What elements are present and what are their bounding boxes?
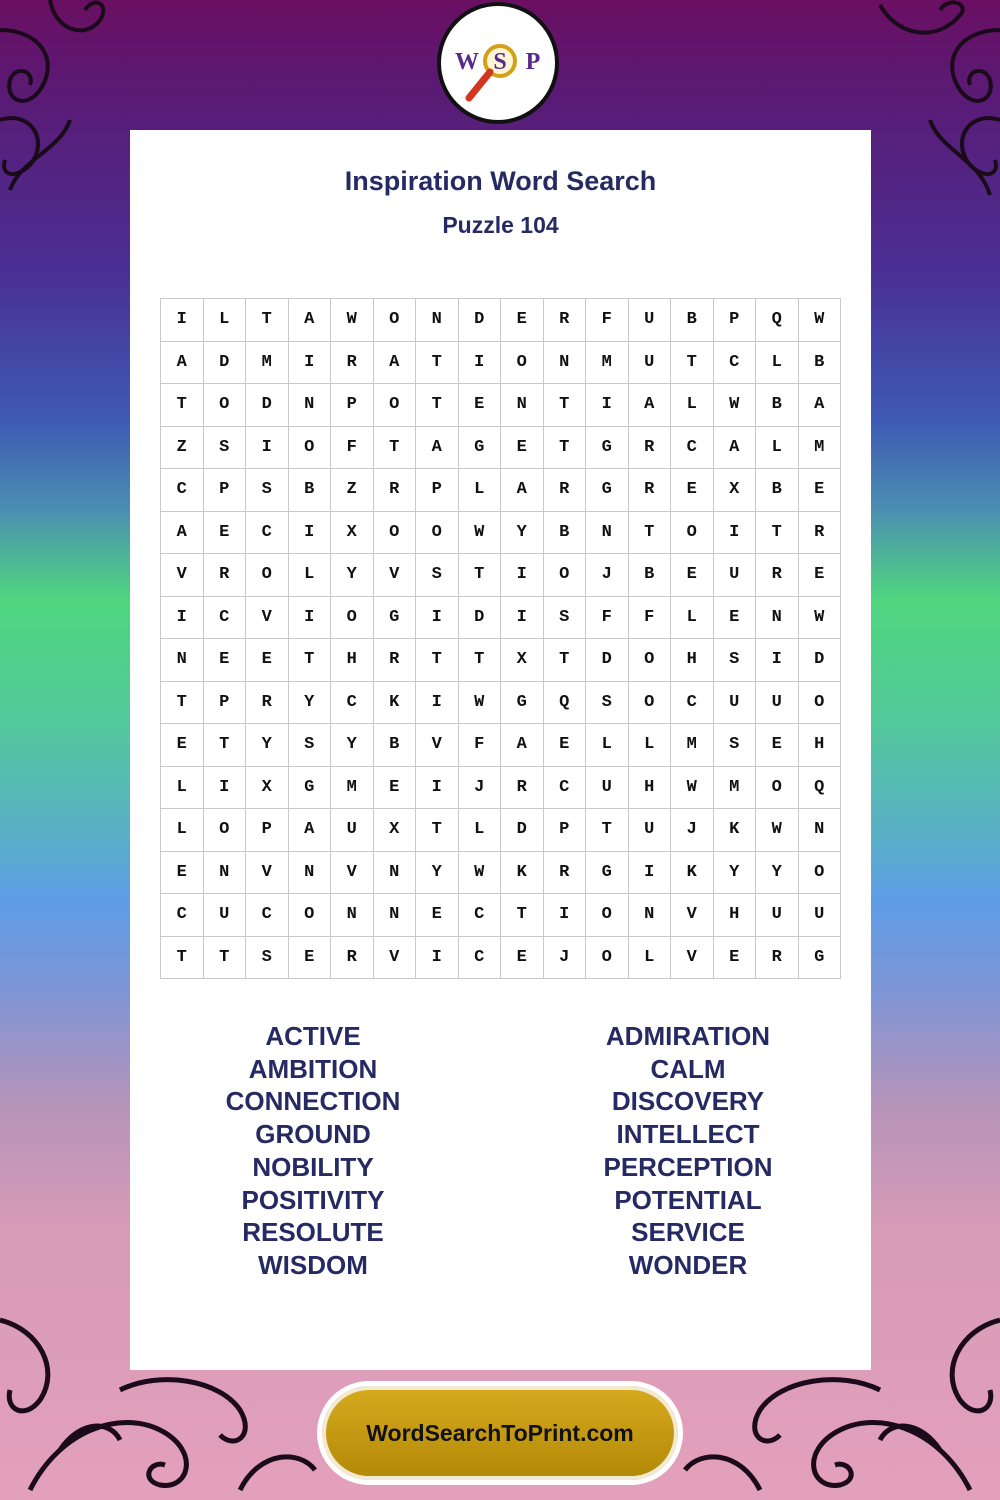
word-list-item: PERCEPTION xyxy=(603,1151,773,1182)
grid-cell[interactable]: T xyxy=(459,554,502,597)
grid-cell[interactable]: E xyxy=(501,427,544,470)
grid-cell[interactable]: V xyxy=(374,937,417,980)
grid-cell[interactable]: E xyxy=(671,469,714,512)
grid-cell[interactable]: Z xyxy=(331,469,374,512)
grid-cell[interactable]: C xyxy=(246,512,289,555)
grid-cell[interactable]: Y xyxy=(756,852,799,895)
grid-cell[interactable]: T xyxy=(161,682,204,725)
corner-ornament-top-left xyxy=(0,0,150,200)
grid-cell[interactable]: R xyxy=(756,554,799,597)
grid-cell[interactable]: A xyxy=(161,342,204,385)
grid-cell[interactable]: T xyxy=(671,342,714,385)
puzzle-number: Puzzle 104 xyxy=(442,212,559,238)
grid-cell[interactable]: L xyxy=(629,937,672,980)
grid-cell[interactable]: S xyxy=(544,597,587,640)
grid-cell[interactable]: Q xyxy=(544,682,587,725)
grid-cell[interactable]: B xyxy=(544,512,587,555)
word-list-item: ADMIRATION xyxy=(605,1021,771,1051)
grid-cell[interactable]: O xyxy=(374,384,417,427)
grid-cell[interactable]: Y xyxy=(331,554,374,597)
grid-cell[interactable]: O xyxy=(246,554,289,597)
word-list-item: DISCOVERY xyxy=(611,1086,765,1117)
grid-cell[interactable]: C xyxy=(161,894,204,937)
grid-cell[interactable]: T xyxy=(416,639,459,682)
grid-cell[interactable]: R xyxy=(629,427,672,470)
grid-cell[interactable]: C xyxy=(671,427,714,470)
grid-cell[interactable]: E xyxy=(204,512,247,555)
grid-cell[interactable]: A xyxy=(289,299,332,342)
grid-cell[interactable]: V xyxy=(374,554,417,597)
grid-cell[interactable]: M xyxy=(586,342,629,385)
grid-cell[interactable]: T xyxy=(586,809,629,852)
grid-cell[interactable]: F xyxy=(629,597,672,640)
grid-cell[interactable]: I xyxy=(459,342,502,385)
grid-cell[interactable]: A xyxy=(501,469,544,512)
grid-cell[interactable]: L xyxy=(586,724,629,767)
grid-cell[interactable]: L xyxy=(289,554,332,597)
grid-cell[interactable]: X xyxy=(331,512,374,555)
grid-cell[interactable]: T xyxy=(459,639,502,682)
grid-cell[interactable]: R xyxy=(246,682,289,725)
grid-cell[interactable]: E xyxy=(799,554,842,597)
grid-cell[interactable]: A xyxy=(161,512,204,555)
grid-cell[interactable]: J xyxy=(586,554,629,597)
grid-cell[interactable]: T xyxy=(204,937,247,980)
grid-cell[interactable]: K xyxy=(714,809,757,852)
grid-cell[interactable]: L xyxy=(756,427,799,470)
grid-cell[interactable]: J xyxy=(671,809,714,852)
grid-cell[interactable]: M xyxy=(331,767,374,810)
grid-cell[interactable]: T xyxy=(544,639,587,682)
grid-cell[interactable]: T xyxy=(756,512,799,555)
word-list-item: POTENTIAL xyxy=(614,1184,762,1215)
grid-cell[interactable]: P xyxy=(331,384,374,427)
grid-cell[interactable]: E xyxy=(374,767,417,810)
grid-cell[interactable]: Z xyxy=(161,427,204,470)
grid-cell[interactable]: A xyxy=(799,384,842,427)
grid-cell[interactable]: R xyxy=(756,937,799,980)
grid-cell[interactable]: D xyxy=(799,639,842,682)
grid-cell[interactable]: Y xyxy=(246,724,289,767)
grid-cell[interactable]: M xyxy=(671,724,714,767)
grid-cell[interactable]: O xyxy=(416,512,459,555)
grid-cell[interactable]: N xyxy=(331,894,374,937)
grid-cell[interactable]: V xyxy=(416,724,459,767)
grid-cell[interactable]: E xyxy=(799,469,842,512)
grid-cell[interactable]: P xyxy=(204,469,247,512)
logo-letter-s: S xyxy=(493,49,507,75)
grid-cell[interactable]: O xyxy=(289,427,332,470)
grid-cell[interactable]: F xyxy=(459,724,502,767)
word-list-item: NOBILITY xyxy=(252,1151,374,1182)
grid-cell[interactable]: U xyxy=(204,894,247,937)
word-list-item: CONNECTION xyxy=(225,1086,401,1117)
word-list-item: INTELLECT xyxy=(616,1119,760,1150)
grid-cell[interactable]: L xyxy=(671,384,714,427)
grid-cell[interactable]: E xyxy=(161,724,204,767)
grid-cell[interactable]: N xyxy=(204,852,247,895)
grid-cell[interactable]: X xyxy=(714,469,757,512)
grid-cell[interactable]: R xyxy=(799,512,842,555)
grid-cell[interactable]: C xyxy=(459,937,502,980)
grid-cell[interactable]: I xyxy=(289,342,332,385)
grid-cell[interactable]: F xyxy=(586,299,629,342)
grid-cell[interactable]: L xyxy=(756,342,799,385)
grid-cell[interactable]: R xyxy=(204,554,247,597)
grid-cell[interactable]: W xyxy=(756,809,799,852)
grid-cell[interactable]: O xyxy=(331,597,374,640)
grid-cell[interactable]: J xyxy=(544,937,587,980)
grid-cell[interactable]: S xyxy=(246,937,289,980)
grid-cell[interactable]: A xyxy=(501,724,544,767)
grid-cell[interactable]: V xyxy=(161,554,204,597)
grid-cell[interactable]: N xyxy=(374,852,417,895)
word-list-left xyxy=(163,1020,463,1282)
grid-cell[interactable]: P xyxy=(246,809,289,852)
grid-cell[interactable]: X xyxy=(501,639,544,682)
grid-cell[interactable]: E xyxy=(161,852,204,895)
grid-cell[interactable]: W xyxy=(671,767,714,810)
grid-cell[interactable]: T xyxy=(161,384,204,427)
grid-cell[interactable]: I xyxy=(714,512,757,555)
grid-cell[interactable]: P xyxy=(714,299,757,342)
grid-cell[interactable]: U xyxy=(629,299,672,342)
grid-cell[interactable]: W xyxy=(459,852,502,895)
grid-cell[interactable]: N xyxy=(799,809,842,852)
grid-cell[interactable]: U xyxy=(629,809,672,852)
grid-cell[interactable]: R xyxy=(501,767,544,810)
grid-cell[interactable]: I xyxy=(416,597,459,640)
grid-cell[interactable]: S xyxy=(289,724,332,767)
grid-cell[interactable]: C xyxy=(459,894,502,937)
grid-cell[interactable]: R xyxy=(374,639,417,682)
grid-cell[interactable]: U xyxy=(756,682,799,725)
grid-cell[interactable]: C xyxy=(204,597,247,640)
grid-cell[interactable]: C xyxy=(331,682,374,725)
grid-cell[interactable]: I xyxy=(289,512,332,555)
grid-cell[interactable]: N xyxy=(629,894,672,937)
grid-cell[interactable]: C xyxy=(714,342,757,385)
grid-cell[interactable]: H xyxy=(629,767,672,810)
grid-cell[interactable]: S xyxy=(246,469,289,512)
grid-cell[interactable]: G xyxy=(459,427,502,470)
grid-cell[interactable]: T xyxy=(544,384,587,427)
grid-cell[interactable]: T xyxy=(289,639,332,682)
grid-cell[interactable]: L xyxy=(204,299,247,342)
grid-cell[interactable]: R xyxy=(374,469,417,512)
site-logo[interactable] xyxy=(437,2,559,124)
grid-cell[interactable]: R xyxy=(544,299,587,342)
grid-cell[interactable]: T xyxy=(416,342,459,385)
grid-cell[interactable]: O xyxy=(544,554,587,597)
grid-cell[interactable]: Y xyxy=(714,852,757,895)
grid-cell[interactable]: S xyxy=(416,554,459,597)
grid-cell[interactable]: L xyxy=(629,724,672,767)
grid-cell[interactable]: Q xyxy=(756,299,799,342)
grid-cell[interactable]: O xyxy=(501,342,544,385)
grid-cell[interactable]: L xyxy=(161,767,204,810)
grid-cell[interactable]: U xyxy=(799,894,842,937)
grid-cell[interactable]: O xyxy=(289,894,332,937)
grid-cell[interactable]: O xyxy=(204,809,247,852)
grid-cell[interactable]: K xyxy=(671,852,714,895)
grid-cell[interactable]: N xyxy=(374,894,417,937)
grid-cell[interactable]: T xyxy=(501,894,544,937)
page-title: Inspiration Word Search xyxy=(344,166,657,196)
word-list-item: WONDER xyxy=(628,1249,748,1280)
grid-cell[interactable]: O xyxy=(629,682,672,725)
grid-cell[interactable]: I xyxy=(629,852,672,895)
grid-cell[interactable]: L xyxy=(161,809,204,852)
grid-cell[interactable]: H xyxy=(331,639,374,682)
grid-cell[interactable]: M xyxy=(799,427,842,470)
grid-cell[interactable]: D xyxy=(246,384,289,427)
grid-cell[interactable]: F xyxy=(331,427,374,470)
grid-cell[interactable]: Y xyxy=(289,682,332,725)
word-list-item: CALM xyxy=(650,1053,726,1084)
grid-cell[interactable]: F xyxy=(586,597,629,640)
grid-cell[interactable]: Q xyxy=(799,767,842,810)
grid-cell[interactable]: M xyxy=(246,342,289,385)
grid-cell[interactable]: O xyxy=(799,852,842,895)
grid-cell[interactable]: B xyxy=(374,724,417,767)
grid-cell[interactable]: D xyxy=(204,342,247,385)
grid-cell[interactable]: S xyxy=(714,639,757,682)
grid-cell[interactable]: E xyxy=(416,894,459,937)
grid-cell[interactable]: C xyxy=(161,469,204,512)
word-list-item: SERVICE xyxy=(631,1217,745,1248)
grid-cell[interactable]: T xyxy=(544,427,587,470)
grid-cell[interactable]: I xyxy=(501,554,544,597)
grid-cell[interactable]: O xyxy=(374,512,417,555)
grid-cell[interactable]: H xyxy=(671,639,714,682)
grid-cell[interactable]: N xyxy=(501,384,544,427)
word-list-item: RESOLUTE xyxy=(242,1217,384,1248)
grid-cell[interactable]: D xyxy=(459,299,502,342)
grid-cell[interactable]: V xyxy=(331,852,374,895)
grid-cell[interactable]: C xyxy=(671,682,714,725)
grid-cell[interactable]: U xyxy=(629,342,672,385)
grid-cell[interactable]: W xyxy=(459,512,502,555)
grid-cell[interactable]: W xyxy=(331,299,374,342)
grid-cell[interactable]: I xyxy=(289,597,332,640)
grid-cell[interactable]: T xyxy=(629,512,672,555)
grid-cell[interactable]: U xyxy=(714,554,757,597)
grid-cell[interactable]: I xyxy=(204,767,247,810)
grid-cell[interactable]: C xyxy=(246,894,289,937)
grid-cell[interactable]: H xyxy=(799,724,842,767)
grid-cell[interactable]: T xyxy=(416,809,459,852)
grid-cell[interactable]: S xyxy=(714,724,757,767)
grid-cell[interactable]: B xyxy=(799,342,842,385)
word-list-item: POSITIVITY xyxy=(241,1184,385,1215)
grid-cell[interactable]: W xyxy=(714,384,757,427)
grid-cell[interactable]: E xyxy=(756,724,799,767)
grid-cell[interactable]: R xyxy=(544,852,587,895)
grid-cell[interactable]: O xyxy=(586,894,629,937)
grid-cell[interactable]: E xyxy=(714,937,757,980)
magnifier-handle-icon xyxy=(469,72,490,98)
grid-cell[interactable]: W xyxy=(799,597,842,640)
grid-cell[interactable]: A xyxy=(629,384,672,427)
grid-cell[interactable]: I xyxy=(161,597,204,640)
grid-cell[interactable]: O xyxy=(799,682,842,725)
grid-cell[interactable]: W xyxy=(799,299,842,342)
grid-cell[interactable]: R xyxy=(544,469,587,512)
grid-cell[interactable]: G xyxy=(501,682,544,725)
grid-cell[interactable]: D xyxy=(586,639,629,682)
grid-cell[interactable]: I xyxy=(586,384,629,427)
grid-cell[interactable]: J xyxy=(459,767,502,810)
grid-cell[interactable]: M xyxy=(714,767,757,810)
grid-cell[interactable]: O xyxy=(756,767,799,810)
grid-cell[interactable]: E xyxy=(289,937,332,980)
grid-cell[interactable]: A xyxy=(714,427,757,470)
grid-cell[interactable]: E xyxy=(204,639,247,682)
grid-cell[interactable]: E xyxy=(671,554,714,597)
letter-grid[interactable] xyxy=(160,298,841,979)
grid-cell[interactable]: R xyxy=(629,469,672,512)
grid-cell[interactable]: E xyxy=(714,597,757,640)
word-list-right xyxy=(538,1020,838,1282)
grid-cell[interactable]: E xyxy=(544,724,587,767)
grid-cell[interactable]: N xyxy=(161,639,204,682)
grid-cell[interactable]: A xyxy=(289,809,332,852)
puzzle-sheet xyxy=(130,130,871,1370)
grid-cell[interactable]: B xyxy=(756,469,799,512)
grid-cell[interactable]: A xyxy=(416,427,459,470)
grid-cell[interactable]: I xyxy=(161,299,204,342)
grid-cell[interactable]: E xyxy=(246,639,289,682)
grid-cell[interactable]: N xyxy=(756,597,799,640)
grid-cell[interactable]: U xyxy=(714,682,757,725)
grid-cell[interactable]: R xyxy=(331,342,374,385)
word-list-item: ACTIVE xyxy=(265,1021,361,1051)
grid-cell[interactable]: G xyxy=(586,852,629,895)
grid-cell[interactable]: T xyxy=(374,427,417,470)
grid-cell[interactable]: I xyxy=(246,427,289,470)
grid-cell[interactable]: G xyxy=(586,427,629,470)
grid-cell[interactable]: I xyxy=(501,597,544,640)
logo-letter-w: W xyxy=(455,49,479,75)
grid-cell[interactable]: G xyxy=(289,767,332,810)
grid-cell[interactable]: V xyxy=(246,597,289,640)
word-list-item: GROUND xyxy=(255,1119,371,1150)
grid-cell[interactable]: O xyxy=(204,384,247,427)
grid-cell[interactable]: G xyxy=(799,937,842,980)
grid-cell[interactable]: E xyxy=(501,299,544,342)
grid-cell[interactable]: D xyxy=(459,597,502,640)
grid-cell[interactable]: Y xyxy=(331,724,374,767)
grid-cell[interactable]: N xyxy=(289,852,332,895)
grid-cell[interactable]: E xyxy=(459,384,502,427)
grid-cell[interactable]: I xyxy=(416,682,459,725)
grid-cell[interactable]: O xyxy=(671,512,714,555)
logo-letter-p: P xyxy=(525,49,541,75)
grid-cell[interactable]: N xyxy=(544,342,587,385)
grid-cell[interactable]: O xyxy=(629,639,672,682)
grid-cell[interactable]: N xyxy=(289,384,332,427)
grid-cell[interactable]: I xyxy=(756,639,799,682)
grid-cell[interactable]: H xyxy=(714,894,757,937)
grid-cell[interactable]: T xyxy=(246,299,289,342)
grid-cell[interactable]: S xyxy=(586,682,629,725)
word-list-item: WISDOM xyxy=(258,1249,368,1280)
grid-cell[interactable]: D xyxy=(501,809,544,852)
grid-cell[interactable]: X xyxy=(246,767,289,810)
grid-cell[interactable]: B xyxy=(289,469,332,512)
grid-cell[interactable]: S xyxy=(204,427,247,470)
site-link-button[interactable] xyxy=(322,1386,678,1480)
grid-cell[interactable]: O xyxy=(374,299,417,342)
grid-cell[interactable]: P xyxy=(544,809,587,852)
grid-cell[interactable]: A xyxy=(374,342,417,385)
grid-cell[interactable]: I xyxy=(544,894,587,937)
grid-cell[interactable]: I xyxy=(416,937,459,980)
word-list-item: AMBITION xyxy=(248,1053,378,1084)
grid-cell[interactable]: G xyxy=(586,469,629,512)
grid-cell[interactable]: K xyxy=(501,852,544,895)
grid-cell[interactable]: O xyxy=(586,937,629,980)
grid-cell[interactable]: N xyxy=(416,299,459,342)
grid-cell[interactable]: B xyxy=(629,554,672,597)
grid-cell[interactable]: R xyxy=(331,937,374,980)
grid-cell[interactable]: P xyxy=(204,682,247,725)
grid-cell[interactable]: U xyxy=(586,767,629,810)
grid-cell[interactable]: U xyxy=(756,894,799,937)
grid-cell[interactable]: T xyxy=(161,937,204,980)
grid-cell[interactable]: I xyxy=(416,767,459,810)
grid-cell[interactable]: C xyxy=(544,767,587,810)
grid-cell[interactable]: E xyxy=(501,937,544,980)
grid-cell[interactable]: V xyxy=(246,852,289,895)
grid-cell[interactable]: V xyxy=(671,937,714,980)
grid-cell[interactable]: P xyxy=(416,469,459,512)
grid-cell[interactable]: U xyxy=(331,809,374,852)
grid-cell[interactable]: T xyxy=(204,724,247,767)
grid-cell[interactable]: L xyxy=(671,597,714,640)
grid-cell[interactable]: Y xyxy=(501,512,544,555)
grid-cell[interactable]: T xyxy=(416,384,459,427)
grid-cell[interactable]: X xyxy=(374,809,417,852)
grid-cell[interactable]: W xyxy=(459,682,502,725)
grid-cell[interactable]: N xyxy=(586,512,629,555)
grid-cell[interactable]: K xyxy=(374,682,417,725)
grid-cell[interactable]: Y xyxy=(416,852,459,895)
site-link-label: WordSearchToPrint.com xyxy=(366,1419,634,1446)
grid-cell[interactable]: L xyxy=(459,809,502,852)
grid-cell[interactable]: B xyxy=(756,384,799,427)
grid-cell[interactable]: B xyxy=(671,299,714,342)
grid-cell[interactable]: V xyxy=(671,894,714,937)
grid-cell[interactable]: L xyxy=(459,469,502,512)
grid-cell[interactable]: G xyxy=(374,597,417,640)
